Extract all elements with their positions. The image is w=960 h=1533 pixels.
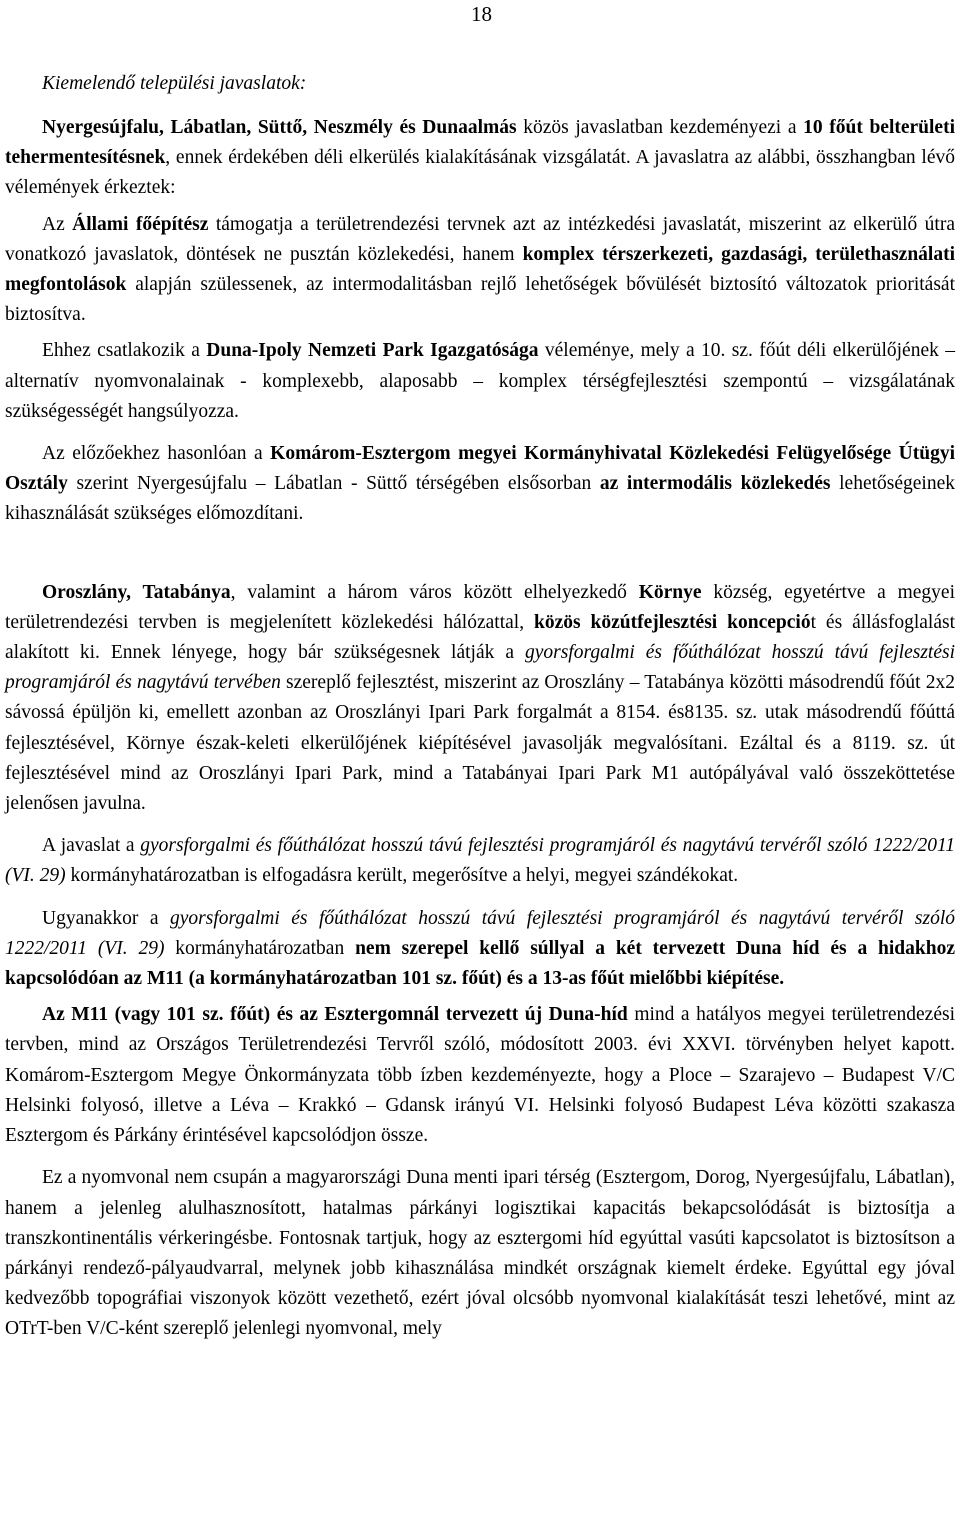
p1-run-1: közös javaslatban kezdeményezi a <box>516 117 804 138</box>
p4-run-4: lehetőségeinek kihasználását szükséges előmozdítani. <box>5 473 955 525</box>
p8-run-1: mind a hatályos megyei területrendezési tervben, mind az Országos Területrendezési Tervről szóló, módosított 2003. évi XXVI. törvényben helyet kapott. Komárom-Esztergom Megye Önkormányzata több ízben kezdeményezte, hogy a Ploce – Szarajevo – Budapest V/C Helsinki folyosó, illetve a Léva – Krakkó – Gdansk irányú VI. Helsinki folyosó Budapest Léva közötti szakasza Esztergom és Párkány érintésével kapcsolódjon össze. <box>5 1004 955 1147</box>
p7-run-3: nem szerepel kellő súllyal a két tervezett Duna híd és a hidakhoz kapcsolódóan az M11 (a kormányhatározatban 101 sz. főút) és a 13-as főút mielőbbi kiépítése. <box>5 937 955 990</box>
p2-run-0: Az <box>42 213 73 235</box>
p4-run-2: szerint Nyergesújfalu – Lábatlan - Süttő térségében elsősorban <box>67 473 600 495</box>
p4-run-1: Komárom-Esztergom megyei Kormányhivatal Közlekedési Felügyelősége Útügyi Osztály <box>5 443 955 495</box>
p4-run-3: az intermodális közlekedés <box>599 473 831 495</box>
paragraph-8 <box>5 1000 955 1151</box>
p7-run-2: kormányhatározatban <box>164 937 356 959</box>
p5-run-1: , valamint a három város között elhelyezkedő <box>230 581 639 603</box>
paragraph-4 <box>5 439 955 530</box>
p1-run-0: Nyergesújfalu, Lábatlan, Süttő, Neszmély és Dunaalmás <box>42 117 517 138</box>
p9-run-0: Ez a nyomvonal nem csupán a magyarországi Duna menti ipari térség (Esztergom, Dorog, Nyergesújfalu, Lábatlan), hanem a jelenleg alulhasznosított, hatalmas párkányi logisztikai kapacitás bekapcsolódását is biztosítja a transzkontinentális vérkeringésbe. Fontosnak tartjuk, hogy az esztergomi híd egyúttal vasúti kapcsolatot is biztosítson a párkányi rendező-pályaudvarral, melynek jobb kihasználása mindkét országnak kiemelt érdeke. Egyúttal egy jóval kedvezőbb topográfiai viszonyok között vezethető, ezért jóval olcsóbb nyomvonal kialakítását teszi lehetővé, mint az OTrT-ben V/C-ként szereplő jelenlegi nyomvonal, mely <box>5 1167 955 1340</box>
p6-run-0: A javaslat a <box>42 835 141 857</box>
p5-run-0: Oroszlány, Tatabánya <box>42 581 231 603</box>
p1-run-3: , ennek érdekében déli elkerülés kialakításának vizsgálatát. A javaslatra az alábbi, összhangban lévő vélemények érkeztek: <box>5 147 955 199</box>
paragraph-9 <box>5 1163 955 1344</box>
page-number: 18 <box>471 2 492 26</box>
p5-run-3: község, egyetértve a megyei területrendezési tervben is megjelenített közlekedési hálózattal, <box>5 581 956 633</box>
p2-run-1: Állami főépítész <box>72 213 209 235</box>
p8-run-0: Az M11 (vagy 101 sz. főút) és az Esztergomnál tervezett új Duna-híd <box>42 1004 628 1026</box>
paragraph-3 <box>5 336 955 427</box>
p7-run-0: Ugyanakkor a <box>42 907 170 929</box>
p6-run-1: gyorsforgalmi és főúthálózat hosszú távú fejlesztési programjáról és nagytávú tervéről szóló 1222/2011 (VI. 29) <box>5 835 956 887</box>
p6-run-2: kormányhatározatban is elfogadásra került, megerősítve a helyi, megyei szándékokat. <box>65 865 739 887</box>
p3-run-2: véleménye, mely a 10. sz. főút déli elkerülőjének – alternatív nyomvonalainak - komplexebb, alaposabb – komplex térségfejlesztési szempontú – vizsgálatának szükségességét hangsúlyozza. <box>5 340 955 422</box>
paragraph-6 <box>5 831 955 891</box>
p5-run-5: t és állásfoglalást alakított ki. Ennek lényege, hogy bár szükségesnek látják a <box>5 611 955 664</box>
p2-run-4: alapján szülessenek, az intermodalitásban rejlő lehetőségek bővülését biztosító változatok prioritását biztosítva. <box>5 274 955 326</box>
p3-run-0: Ehhez csatlakozik a <box>42 340 207 362</box>
paragraph-1 <box>5 113 955 204</box>
p5-run-6: gyorsforgalmi és főúthálózat hosszú távú fejlesztési programjáról és nagytávú tervében <box>5 642 955 694</box>
p2-run-3: komplex térszerkezeti, gazdasági, területhasználati megfontolások <box>5 243 955 296</box>
paragraph-7 <box>5 904 955 995</box>
p4-run-0: Az előzőekhez hasonlóan a <box>42 443 271 465</box>
p5-run-7: szereplő fejlesztést, miszerint az Oroszlány – Tatabánya közötti másodrendű főút 2x2 sávossá épüljön ki, emellett azonban az Oroszlányi Ipari Park forgalmát a 8154. és8135. sz. utak másodrendű főúttá fejlesztésével, Környe észak-keleti elkerülőjének kiépítésével javasolják megvalósítani. Ezáltal és a 8119. sz. út fejlesztésével mind az Oroszlányi Ipari Park, mind a Tatabányai Ipari Park M1 autópályával való összeköttetése jelenősen javulna. <box>5 672 955 815</box>
p2-run-2: támogatja a területrendezési tervnek azt az intézkedési javaslatát, miszerint az elkerülő útra vonatkozó javaslatok, döntések ne pusztán közlekedési, hanem <box>5 213 955 265</box>
p1-run-2: 10 főút belterületi tehermentesítésnek <box>5 117 955 169</box>
paragraph-5 <box>5 578 955 820</box>
paragraph-2 <box>5 210 955 331</box>
p5-run-2: Környe <box>638 581 702 603</box>
p3-run-1: Duna-Ipoly Nemzeti Park Igazgatósága <box>206 340 539 362</box>
p7-run-1: gyorsforgalmi és főúthálózat hosszú távú fejlesztési programjáról és nagytávú tervéről szóló 1222/2011 (VI. 29) <box>5 907 955 959</box>
document-body <box>5 68 955 1345</box>
p5-run-4: közös közútfejlesztési koncepció <box>534 611 811 633</box>
section-heading: Kiemelendő települési javaslatok: <box>42 73 307 94</box>
